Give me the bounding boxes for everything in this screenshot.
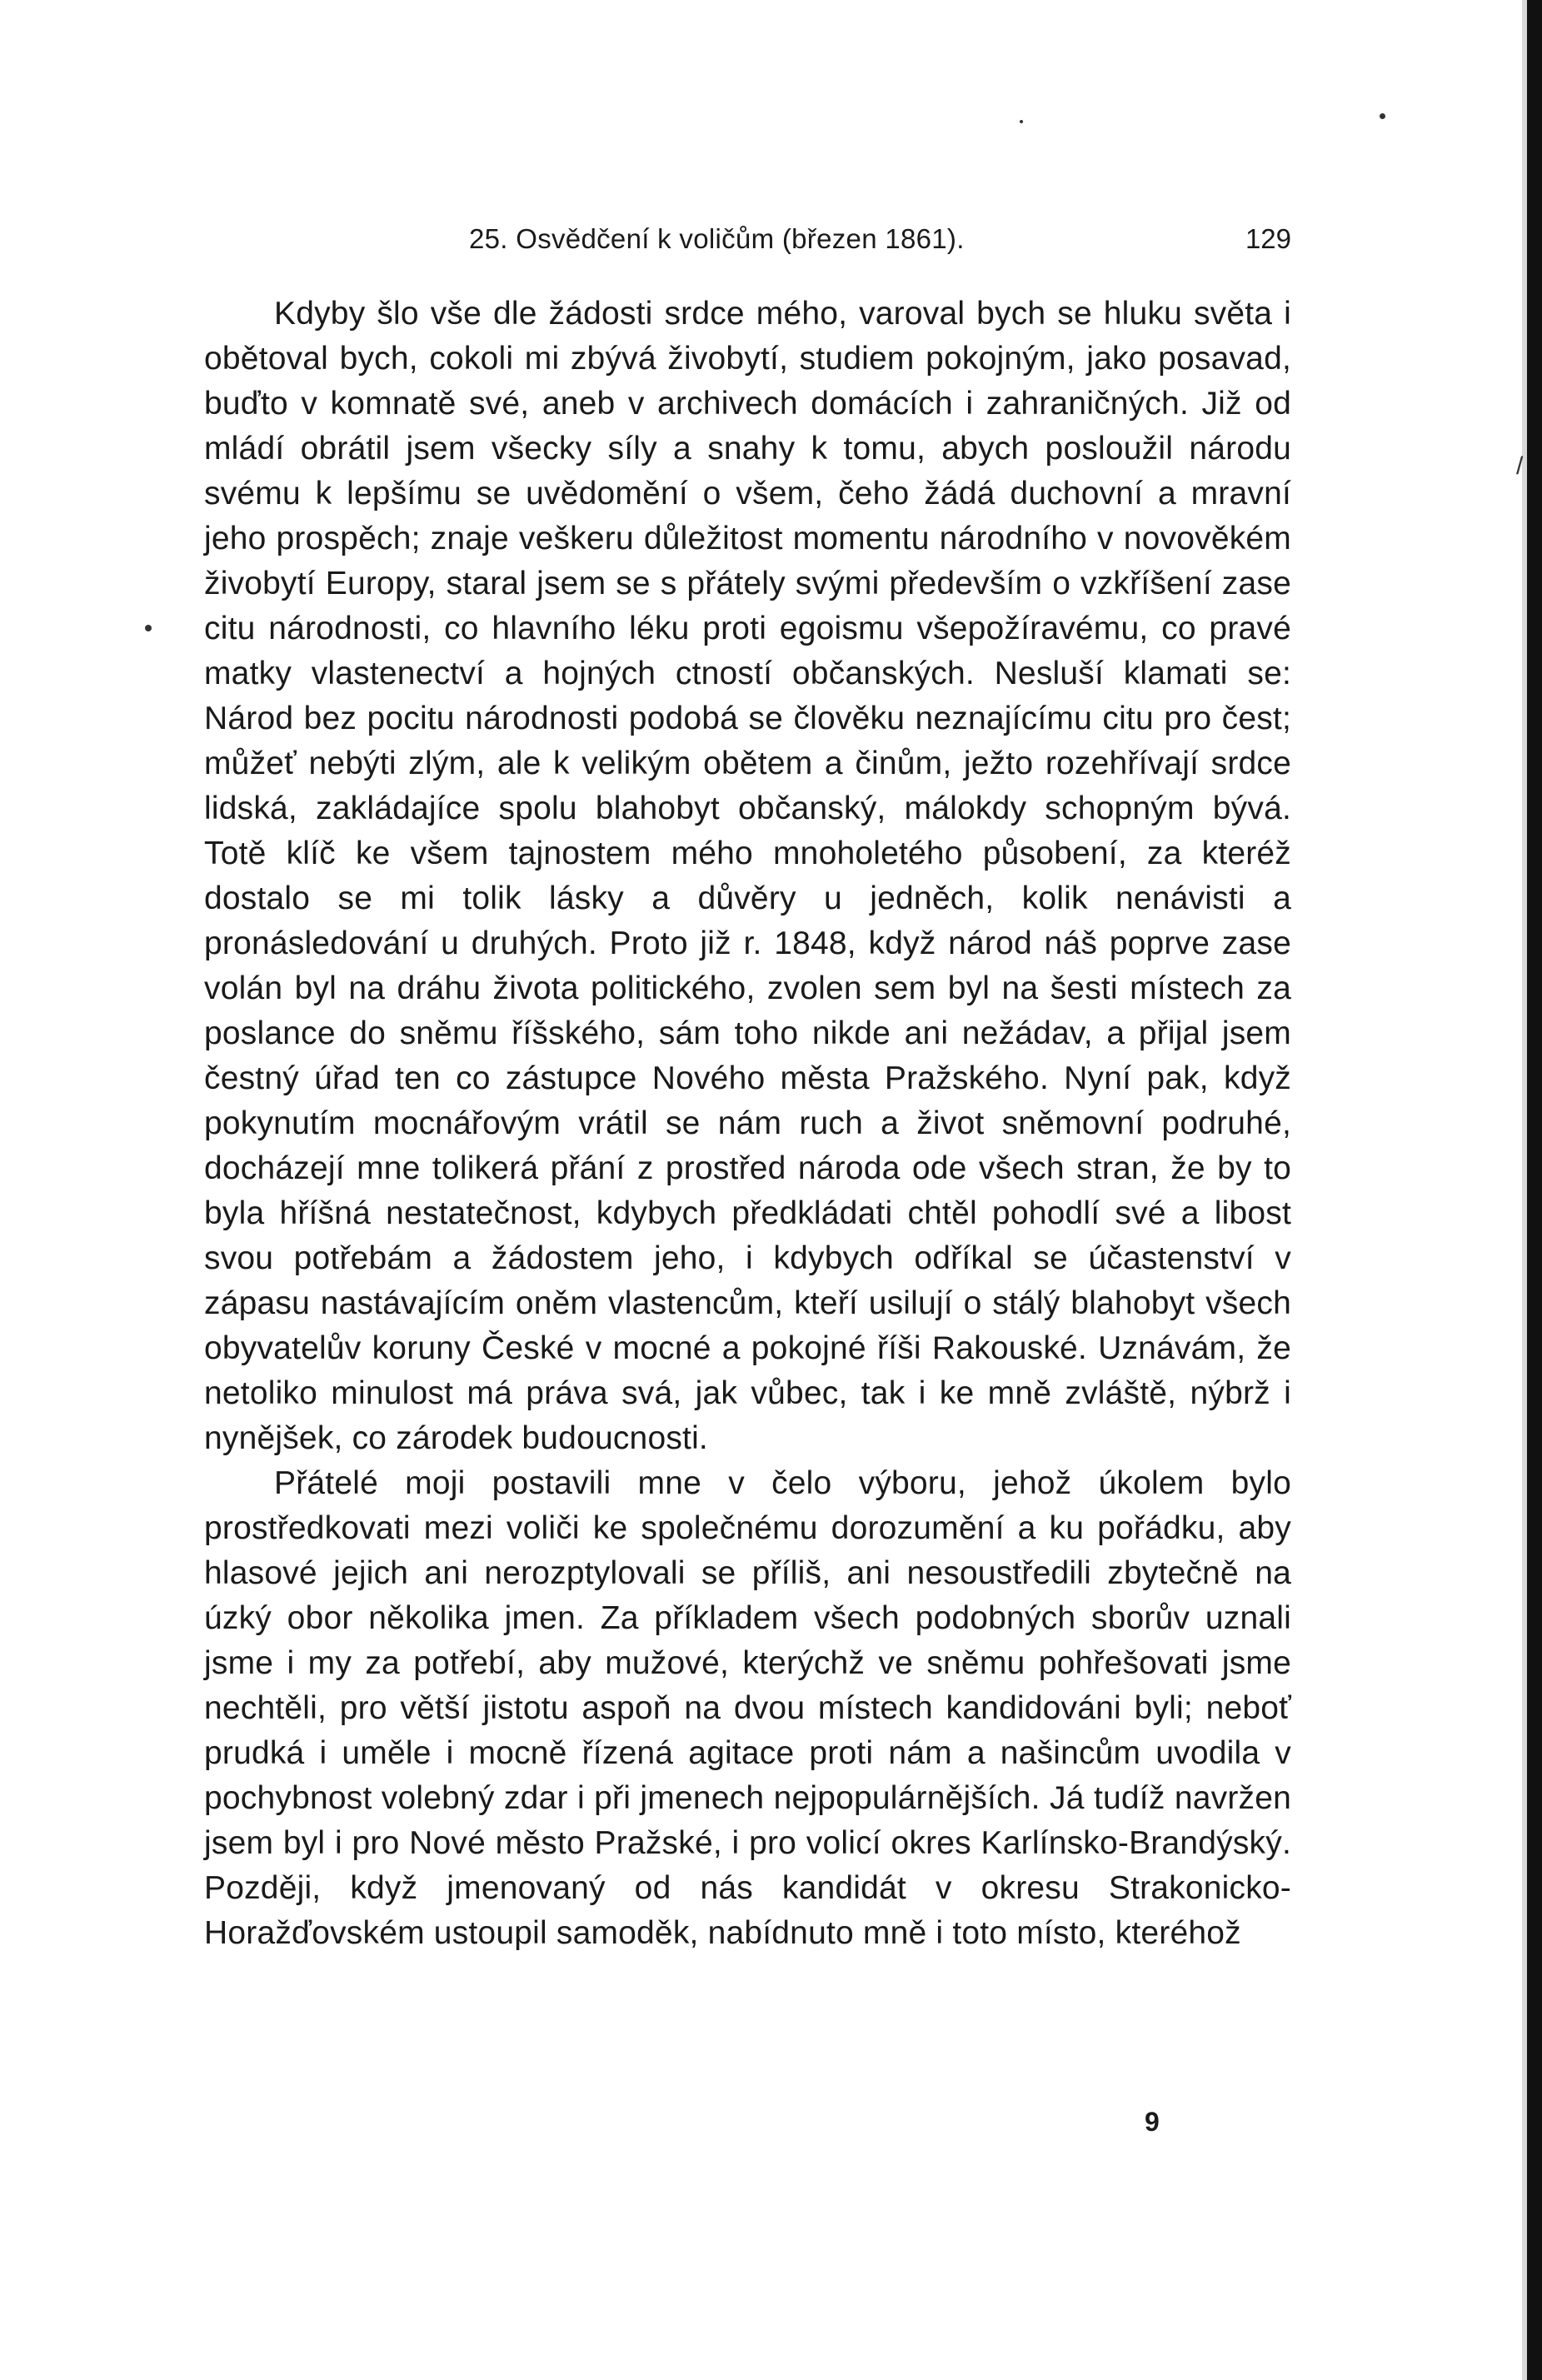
margin-mark: / — [1516, 452, 1524, 480]
page-body — [204, 292, 1291, 1956]
paragraph: Kdyby šlo vše dle žádosti srdce mého, varoval bych se hluku světa i obětoval bych, cokoli mi zbývá živobytí, studiem pokojným, jako posavad, buďto v komnatě své, aneb v archivech domácích i zahraničných. Již od mládí obrátil jsem všecky síly a snahy k tomu, abych posloužil národu svému k lepšímu se uvědomění o všem, čeho žádá duchovní a mravní jeho prospěch; znaje veškeru důležitost momentu národního v novověkém živobytí Europy, staral jsem se s přátely svými především o vzkříšení zase citu národnosti, co hlavního léku proti egoismu všepožíravému, co pravé matky vlastenectví a hojných ctností občanských. Nesluší klamati se: Národ bez pocitu národnosti podobá se člověku neznajícímu citu pro čest; můžeť nebýti zlým, ale k velikým obětem a činům, ježto rozehřívají srdce lidská, zakládajíce spolu blahobyt občanský, málokdy schopným bývá. Totě klíč ke všem tajnostem mého mnoholetého působení, za kteréž dostalo se mi tolik lásky a důvěry u jedněch, kolik nenávisti a pronásledování u druhých. Proto již r. 1848, když národ náš poprve zase volán byl na dráhu života politického, zvolen sem byl na šesti místech za poslance do sněmu říšského, sám toho nikde ani nežádav, a přijal jsem čestný úřad ten co zástupce Nového města Pražského. Nyní pak, když pokynutím mocnářovým vrátil se nám ruch a život sněmovní podruhé, docházejí mne tolikerá přání z prostřed národa ode všech stran, že by to byla hříšná nestatečnost, kdybych předkládati chtěl pohodlí své a libost svou potřebám a žádostem jeho, i kdybych odříkal se účastenství v zápasu nastávajícím oněm vlastencům, kteří usilují o stálý blahobyt všech obyvatelův koruny České v mocné a pokojné říši Rakouské. Uznávám, že netoliko minulost má práva svá, jak vůbec, tak i ke mně zvláště, nýbrž i nynějšek, co zárodek budoucnosti. — [204, 296, 1291, 1456]
scan-edge — [1527, 0, 1542, 2380]
running-title: 25. Osvědčení k voličům (březen 1861). — [469, 223, 965, 254]
speck — [1020, 120, 1023, 123]
page-number: 129 — [1245, 223, 1291, 254]
speck — [145, 625, 152, 631]
running-header — [204, 218, 1291, 260]
paragraph: Přátelé moji postavili mne v čelo výboru, jehož úkolem bylo prostředkovati mezi voliči ke společnému dorozumění a ku pořádku, aby hlasové jejich ani nerozptylovali se příliš, ani nesoustředili zbytečně na úzký obor několika jmen. Za příkladem všech podobných sborův uznali jsme i my za potřebí, aby mužové, kterýchž ve sněmu pohřešovati jsme nechtěli, pro větší jistotu aspoň na dvou místech kandidováni byli; neboť prudká i uměle i mocně řízená agitace proti nám a našincům uvodila v pochybnost volebný zdar i při jmenech nejpopulárnějších. Já tudíž navržen jsem byl i pro Nové město Pražské, i pro volicí okres Karlínsko-Brandýský. Později, když jmenovaný od nás kandidát v okresu Strakonicko-Horažďovském ustoupil samoděk, nabídnuto mně i toto místo, kteréhož — [204, 1465, 1291, 1951]
signature-mark: 9 — [1145, 2107, 1160, 2137]
speck — [1380, 113, 1385, 119]
